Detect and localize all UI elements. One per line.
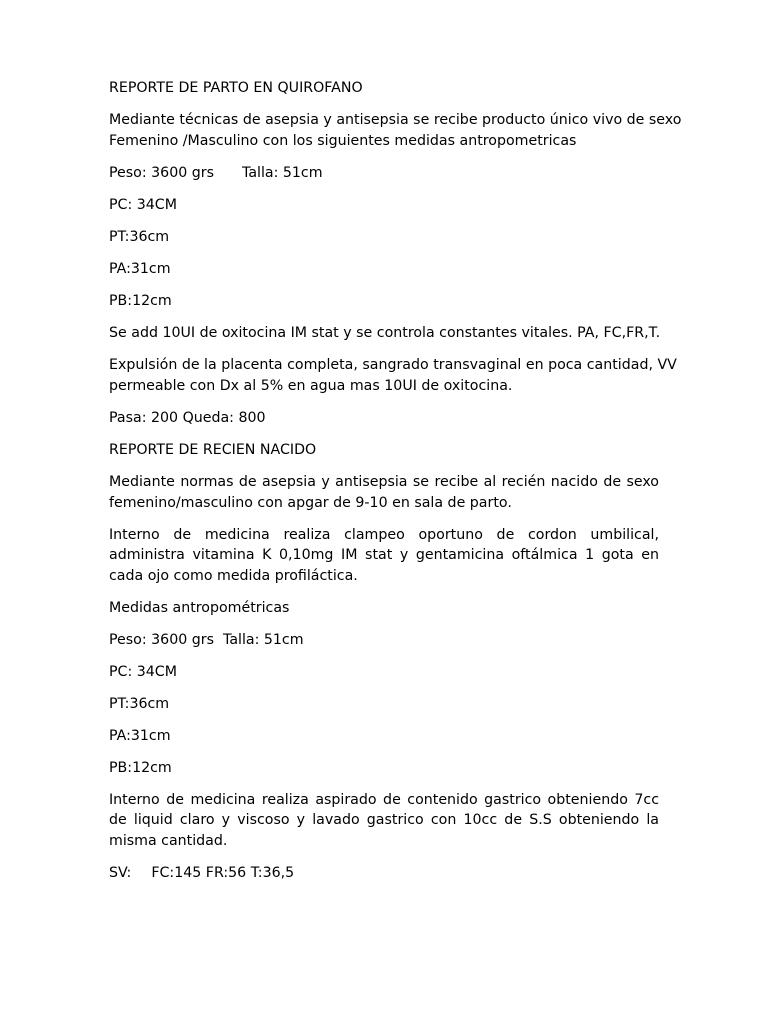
parto-oxitocina: Se add 10UI de oxitocina IM stat y se controla constantes vitales. PA, FC,FR,T.: [109, 325, 661, 341]
parto-pc: PC: 34CM: [109, 197, 177, 213]
parto-peso-talla: [109, 163, 659, 184]
parto-pt: PT:36cm: [109, 229, 170, 245]
parto-peso: Peso: 3600 grs: [109, 165, 214, 181]
rn-interno-clampeo: Interno de medicina realiza clampeo oportuno de cordon umbilical, administra vitamina K 0,10mg IM stat y gentamicina oftálmica 1 gota en cada ojo como medida profiláctica.: [109, 526, 659, 584]
parto-pb: PB:12cm: [109, 293, 172, 309]
document-page: [109, 78, 682, 884]
parto-talla: Talla: 51cm: [242, 165, 323, 181]
parto-intro-line2: Femenino /Masculino con los siguientes medidas antropometricas: [109, 133, 577, 149]
rn-sv-label: SV:: [109, 864, 132, 881]
rn-peso-talla: Peso: 3600 grs Talla: 51cm: [109, 631, 304, 648]
rn-pt: PT:36cm: [109, 695, 170, 712]
rn-signos-vitales: [109, 863, 659, 884]
parto-pasa-queda: Pasa: 200 Queda: 800: [109, 410, 266, 426]
parto-expulsion-line1: Expulsión de la placenta completa, sangrado transvaginal en poca cantidad, VV: [109, 357, 677, 373]
parto-intro-line1: Mediante técnicas de asepsia y antisepsia se recibe producto único vivo de sexo: [109, 112, 682, 128]
rn-medidas-label: Medidas antropométricas: [109, 599, 290, 616]
rn-intro: Mediante normas de asepsia y antisepsia se recibe al recién nacido de sexo femenino/masculino con apgar de 9-10 en sala de parto.: [109, 474, 659, 511]
rn-pc: PC: 34CM: [109, 663, 177, 680]
rn-sv-values: FC:145 FR:56 T:36,5: [151, 864, 295, 881]
section-title-parto: REPORTE DE PARTO EN QUIROFANO: [109, 80, 363, 96]
parto-expulsion-line2: permeable con Dx al 5% en agua mas 10UI de oxitocina.: [109, 378, 513, 394]
rn-pb: PB:12cm: [109, 759, 172, 776]
rn-interno-aspirado: Interno de medicina realiza aspirado de contenido gastrico obteniendo 7cc de liquid claro y viscoso y lavado gastrico con 10cc de S.S obteniendo la misma cantidad.: [109, 791, 659, 849]
rn-pa: PA:31cm: [109, 727, 171, 744]
section-title-recien-nacido: REPORTE DE RECIEN NACIDO: [109, 442, 317, 458]
parto-pa: PA:31cm: [109, 261, 171, 277]
